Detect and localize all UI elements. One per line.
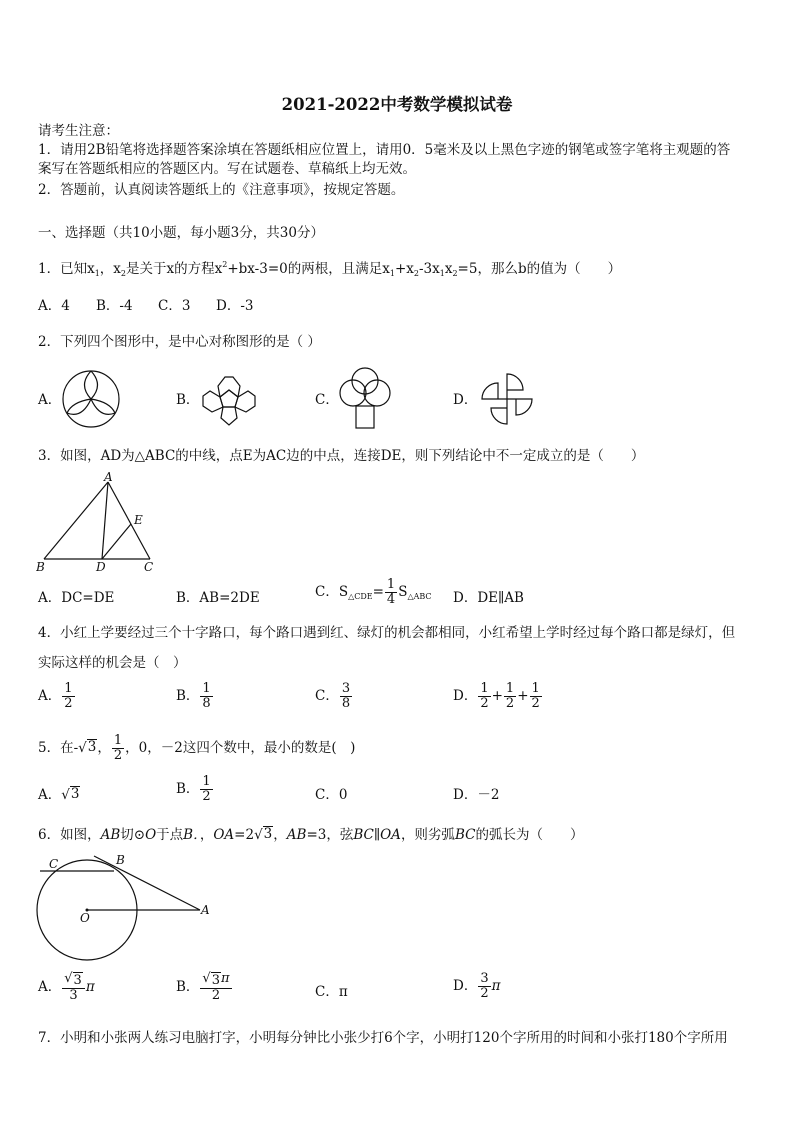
question-5-stem: 5．在-√ 3 ， $\frac{1}{2}$ ，0，－2这四个数中，最小的数是( ) (38, 733, 356, 763)
q3-label-b: B (36, 560, 45, 574)
q2-figure-b-pentagon-flower (197, 368, 261, 430)
q5-option-a: A．√ 3 (38, 786, 80, 803)
q2-label-d: D． (453, 392, 478, 408)
question-4-line-1: 4．小红上学要经过三个十字路口，每个路口遇到红、绿灯的机会都相同，小红希望上学时经过每个路口都是绿灯，但 (38, 625, 736, 641)
q3-triangle-figure (36, 470, 160, 574)
q2-label-a: A． (38, 392, 62, 408)
q5-option-c: C．0 (315, 787, 348, 803)
q3-option-b: B．AB=2DE (176, 590, 260, 606)
q4-option-c: C． $\frac{3}{8}$ (315, 681, 351, 711)
q4-option-b: B． $\frac{1}{8}$ (176, 681, 211, 711)
q3-label-d: D (96, 560, 106, 574)
q6-label-c: C (49, 857, 59, 871)
q6-option-c: C．π (315, 984, 348, 1000)
q2-label-c: C． (315, 392, 339, 408)
question-4-line-2: 实际这样的机会是（ ） (38, 655, 187, 671)
question-2-stem: 2．下列四个图形中，是中心对称图形的是（ ） (38, 334, 321, 350)
q3-label-c: C (144, 560, 154, 574)
q6-option-b: B． √ 3 π 2 (176, 971, 230, 1003)
q6-circle-tangent-figure (34, 850, 214, 962)
q1-option-a: A．4 (38, 298, 70, 314)
notice-line-1a: 1．请用2B铅笔将选择题答案涂填在答题纸相应位置上，请用0．5毫米及以上黑色字迹的钢笔或签字笔将主观题的答 (38, 142, 731, 158)
q6-label-a: A (201, 903, 210, 917)
q1-option-d: D．-3 (216, 298, 254, 314)
question-3-stem: 3．如图，AD为△ABC的中线，点E为AC边的中点，连接DE，则下列结论中不一定成立的是（ ） (38, 448, 645, 464)
q6-label-o: O (80, 911, 90, 925)
q4-option-d: D． $\frac{1}{2}$ + $\frac{1}{2}$ + $\frac{1}{2}$ (453, 681, 540, 711)
question-1-stem: 1．已知$x_1$，$x_2$是关于x的方程$x^2+bx-3=0$的两根，且满足$x_1+x_2-3x_1x_2=5$，那么b的值为（ ） (38, 260, 622, 278)
q6-option-d: D． $\frac{3}{2}$ π (453, 971, 501, 1001)
q3-option-a: A．DC=DE (38, 590, 115, 606)
q1-option-c: C．3 (158, 298, 191, 314)
q4-option-a: A． $\frac{1}{2}$ (38, 681, 73, 711)
q2-figure-a-three-petal-circle (60, 368, 122, 430)
section-heading: 一、选择题（共10小题，每小题3分，共30分） (38, 225, 324, 241)
q3-option-c: C．$S_{\triangle CDE}=$ $\frac{1}{4}$ $S_{\triangle ABC}$ (315, 577, 432, 607)
page-title: 2021-2022中考数学模拟试卷 (281, 95, 513, 114)
q5-option-d: D．－2 (453, 787, 500, 803)
q1-option-b: B．-4 (96, 298, 133, 314)
q6-option-a: A． √ 3 3 π (38, 971, 95, 1003)
q3-label-e: E (134, 513, 143, 527)
notice-line-1b: 案写在答题纸相应的答题区内。写在试题卷、草稿纸上均无效。 (38, 161, 416, 177)
q2-figure-d-pinwheel (474, 368, 540, 430)
q2-figure-c-circles-square (334, 364, 396, 430)
question-7-line-1: 7．小明和小张两人练习电脑打字，小明每分钟比小张少打6个字，小明打120个字所用的时间和小张打180个字所用 (38, 1030, 728, 1046)
q3-option-d: D．DE∥AB (453, 590, 524, 606)
q2-label-b: B． (176, 392, 200, 408)
notice-heading: 请考生注意： (38, 123, 119, 139)
question-6-stem: 6．如图，AB切⊙O于点B．，OA=2√ 3 ，AB=3，弦BC∥OA，则劣弧BC的弧长为（ ） (38, 826, 584, 843)
q5-option-b: B． $\frac{1}{2}$ (176, 774, 211, 804)
notice-line-2: 2．答题前，认真阅读答题纸上的《注意事项》，按规定答题。 (38, 182, 405, 198)
q3-label-a: A (104, 470, 113, 484)
q6-label-b: B (116, 853, 125, 867)
